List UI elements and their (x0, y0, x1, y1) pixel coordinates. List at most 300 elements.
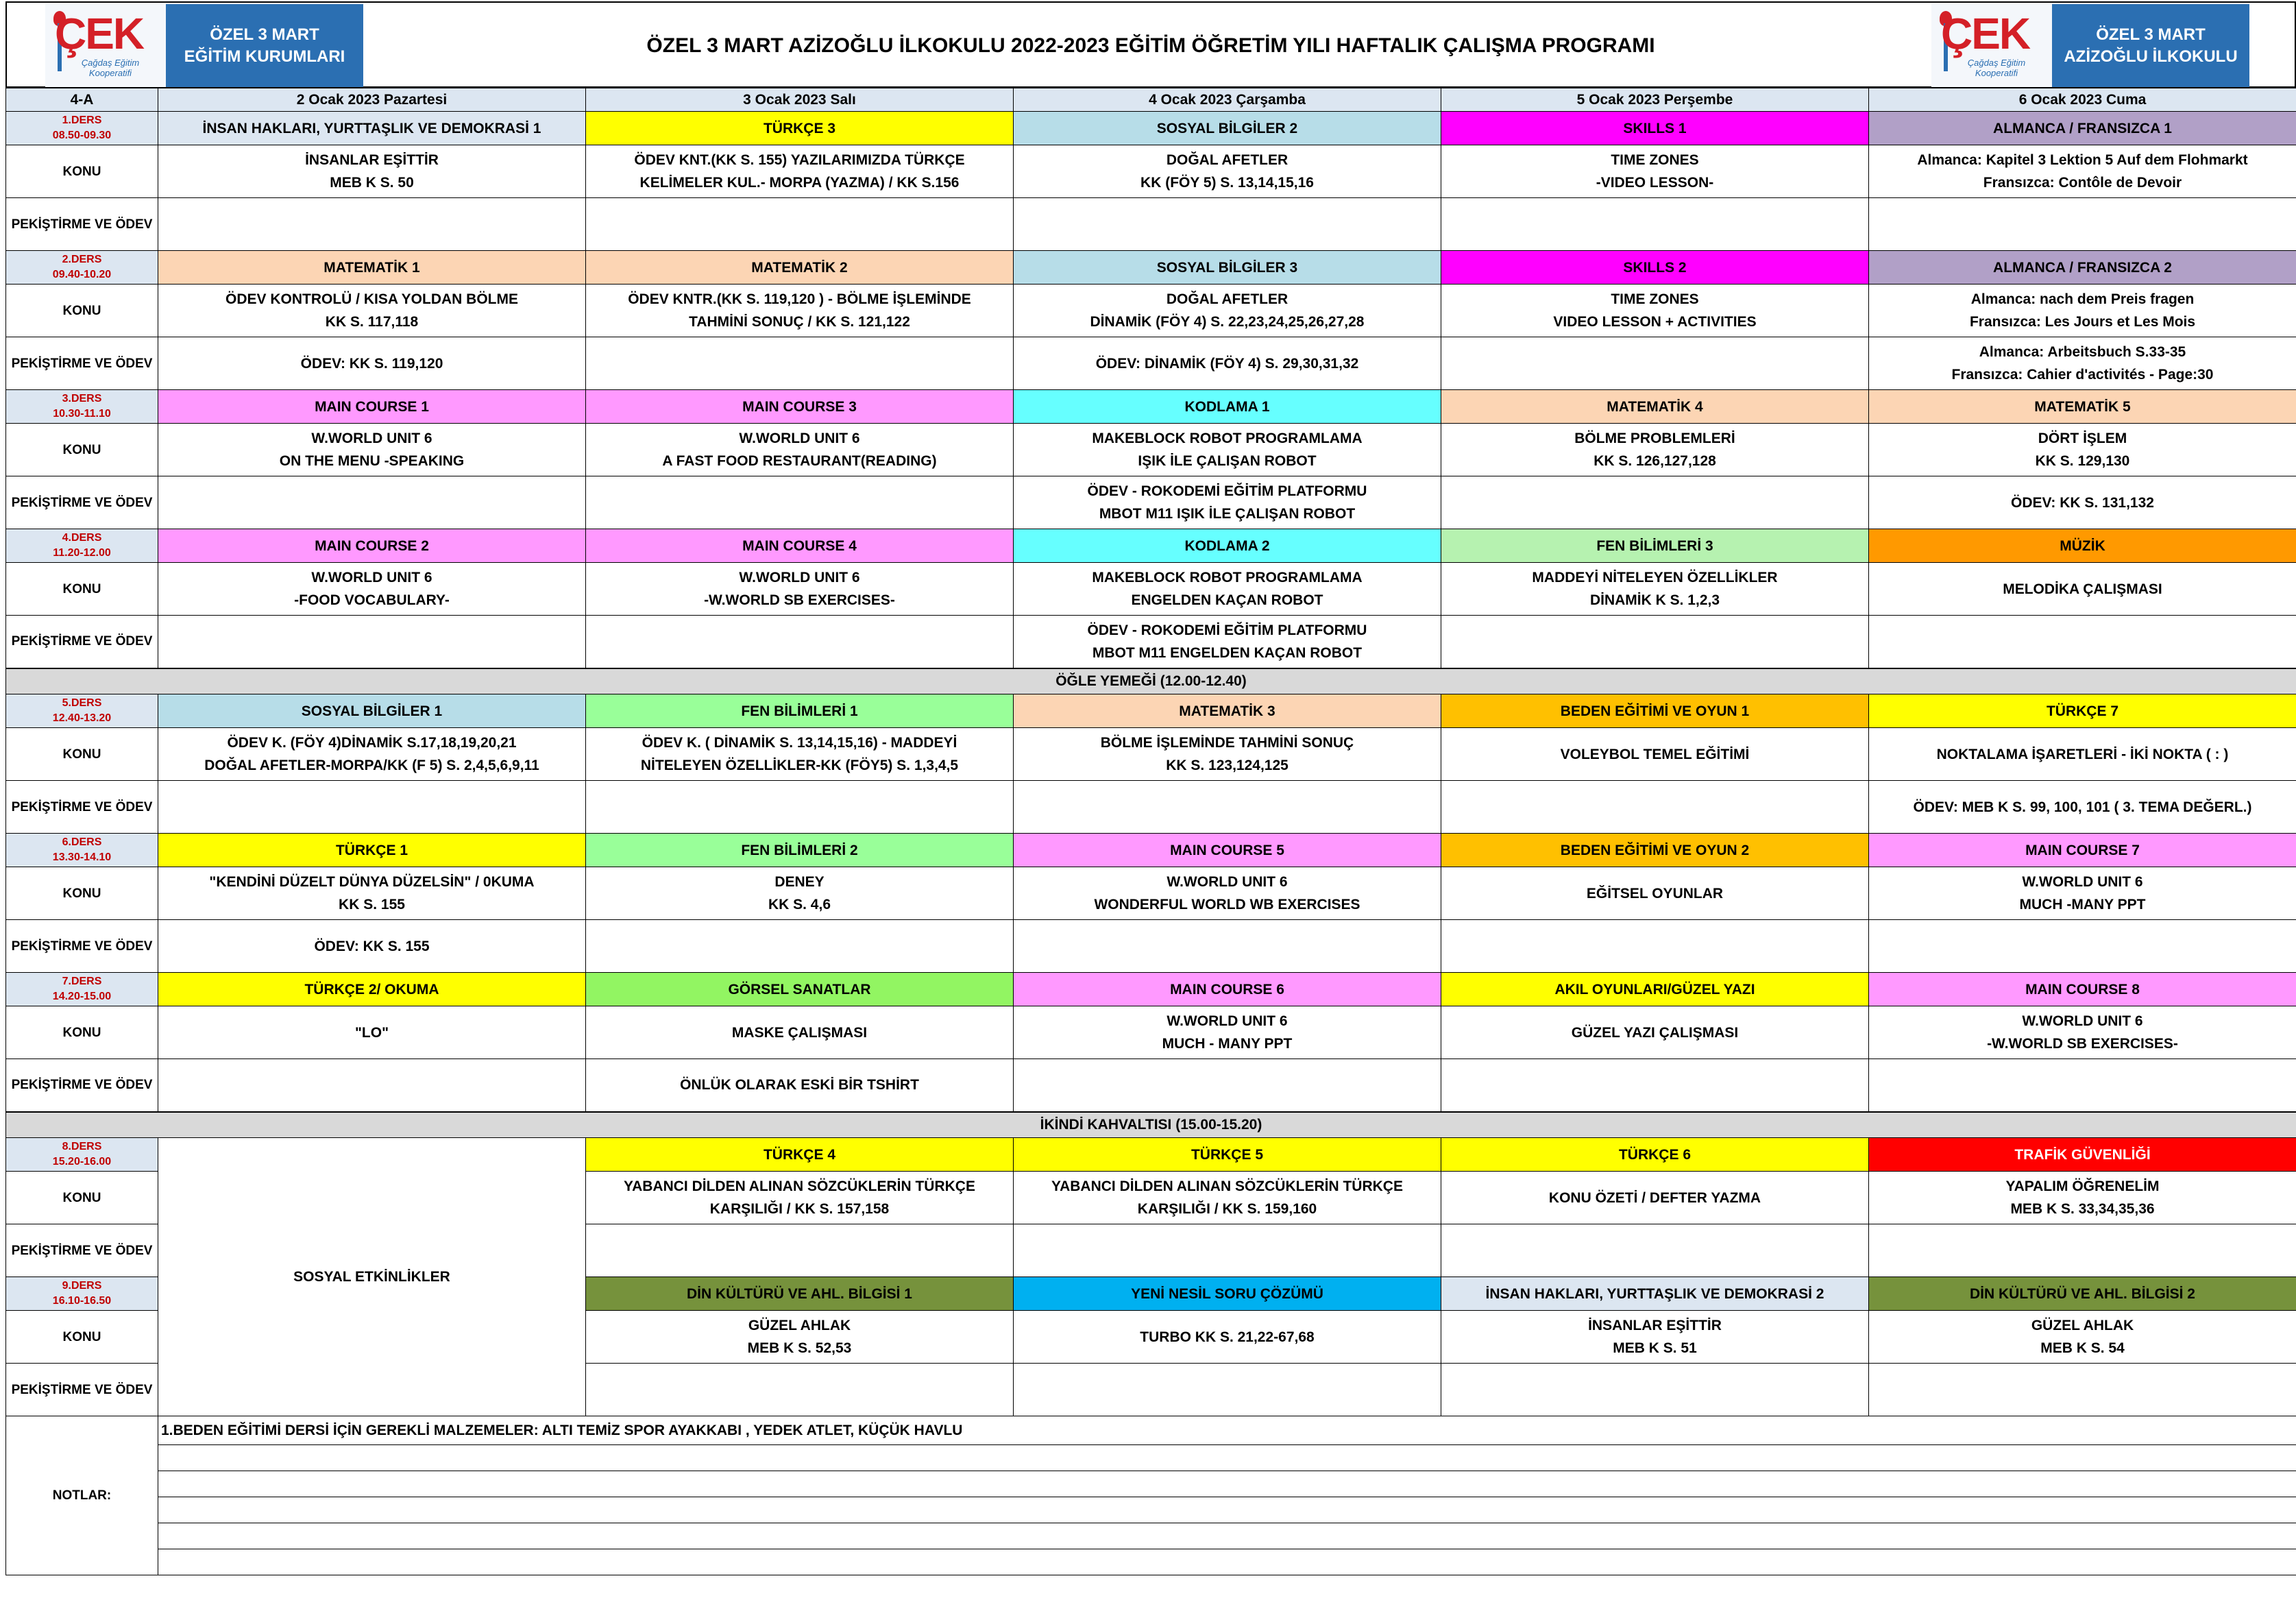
cell-line: A FAST FOOD RESTAURANT(READING) (662, 453, 937, 469)
cell-line: ÖDEV: DİNAMİK (FÖY 4) S. 29,30,31,32 (1095, 355, 1359, 372)
homework-cell (1014, 1059, 1441, 1112)
subject-cell: MAIN COURSE 7 (1869, 834, 2296, 867)
subject-cell: GÖRSEL SANATLAR (586, 973, 1014, 1006)
lesson-number (6, 1277, 158, 1311)
topic-cell (1014, 867, 1441, 920)
day-header: 3 Ocak 2023 Salı (586, 88, 1014, 112)
notes-row (6, 1416, 2296, 1445)
cell-line: Almanca: nach dem Preis fragen (1970, 291, 2195, 307)
logo-subtitle: Çağdaş Eğitim Kooperatifi (81, 58, 140, 78)
social-activities: SOSYAL ETKİNLİKLER (158, 1138, 586, 1416)
homework-row (6, 476, 2296, 529)
cell-line: GÜZEL AHLAK (2031, 1318, 2134, 1333)
cell-line: ÖDEV KNTR.(KK S. 119,120 ) - BÖLME İŞLEMİNDE (628, 291, 971, 307)
topic-cell (158, 563, 586, 616)
break-row (6, 1112, 2296, 1138)
homework-cell (586, 1364, 1014, 1416)
cell-line: W.WORLD UNIT 6 (2022, 1013, 2143, 1029)
cell-line: DOĞAL AFETLER-MORPA/KK (F 5) S. 2,4,5,6,9,11 (204, 758, 539, 773)
topic-cell (1014, 285, 1441, 337)
homework-cell (158, 337, 586, 390)
cell-line: MADDEYİ NİTELEYEN ÖZELLİKLER (1532, 570, 1778, 585)
cell-line: MEB K S. 50 (330, 175, 414, 191)
topic-cell (586, 145, 1014, 198)
cell-line: -W.WORLD SB EXERCISES- (704, 592, 895, 608)
lesson-no: 2.DERS (62, 254, 102, 265)
cell-line: ÖDEV K. ( DİNAMİK S. 13,14,15,16) - MADDEYİ (642, 735, 957, 751)
topic-cell (1014, 145, 1441, 198)
note-line (158, 1497, 2296, 1523)
cell-line: -FOOD VOCABULARY- (294, 592, 450, 608)
cell-line: VIDEO LESSON + ACTIVITIES (1553, 314, 1757, 330)
subject-cell: TÜRKÇE 1 (158, 834, 586, 867)
topic-cell (1014, 1172, 1441, 1224)
topic-cell (1441, 563, 1869, 616)
subject-cell: MAIN COURSE 5 (1014, 834, 1441, 867)
cell-line: MEB K S. 54 (2040, 1340, 2125, 1356)
homework-cell (1869, 198, 2296, 251)
subject-cell: KODLAMA 1 (1014, 390, 1441, 424)
homework-cell (1441, 616, 1869, 668)
homework-row (6, 781, 2296, 834)
cell-line: ÖDEV: KK S. 155 (314, 938, 430, 954)
cell-line: MUCH - MANY PPT (1162, 1036, 1293, 1052)
subject-cell: FEN BİLİMLERİ 3 (1441, 529, 1869, 563)
lesson-no: 1.DERS (62, 114, 102, 126)
cell-line: "LO" (354, 1024, 389, 1041)
cell-line: EĞİTSEL OYUNLAR (1586, 885, 1724, 902)
cell-line: KK S. 117,118 (325, 314, 419, 330)
cell-line: DOĞAL AFETLER (1166, 291, 1289, 307)
schedule-sheet (5, 1, 2296, 1609)
subject-cell: MAIN COURSE 6 (1014, 973, 1441, 1006)
cell-line: GÜZEL YAZI ÇALIŞMASI (1571, 1024, 1739, 1041)
cell-line: VOLEYBOL TEMEL EĞİTİMİ (1560, 746, 1750, 762)
subject-cell: TRAFİK GÜVENLİĞİ (1869, 1138, 2296, 1172)
topic-cell (1869, 563, 2296, 616)
cell-line: ÖNLÜK OLARAK ESKİ BİR TSHİRT (680, 1077, 919, 1093)
logo-mark-text: ÇEK (55, 9, 144, 58)
homework-label: PEKİŞTİRME VE ÖDEV (6, 1224, 158, 1277)
cell-line: NİTELEYEN ÖZELLİKLER-KK (FÖY5) S. 1,3,4,5 (640, 758, 959, 773)
cell-line: Fransızca: Cahier d'activités - Page:30 (1951, 367, 2214, 383)
subject-cell: AKIL OYUNLARI/GÜZEL YAZI (1441, 973, 1869, 1006)
cell-line: Almanca: Kapitel 3 Lektion 5 Auf dem Flohmarkt (1917, 152, 2248, 168)
homework-label: PEKİŞTİRME VE ÖDEV (6, 198, 158, 251)
subject-cell: MAIN COURSE 3 (586, 390, 1014, 424)
subject-row (6, 112, 2296, 145)
notes-row (6, 1471, 2296, 1497)
subject-row (6, 529, 2296, 563)
homework-label: PEKİŞTİRME VE ÖDEV (6, 1059, 158, 1112)
topic-cell (1441, 1311, 1869, 1364)
subject-cell: TÜRKÇE 7 (1869, 694, 2296, 728)
subject-row (6, 251, 2296, 285)
note-line (158, 1523, 2296, 1549)
cell-line: TIME ZONES (1611, 291, 1699, 307)
break-label: İKİNDİ KAHVALTISI (15.00-15.20) (6, 1112, 2296, 1138)
logo-line-1: ÖZEL 3 MART (210, 25, 319, 44)
cell-line: NOKTALAMA İŞARETLERİ - İKİ NOKTA ( : ) (1936, 746, 2229, 762)
cell-line: KK S. 129,130 (2035, 453, 2130, 469)
subject-cell: MAIN COURSE 4 (586, 529, 1014, 563)
topic-cell (1869, 424, 2296, 476)
homework-cell (586, 781, 1014, 834)
cell-line: MEB K S. 52,53 (747, 1340, 852, 1356)
cell-line: DOĞAL AFETLER (1166, 152, 1289, 168)
subject-row (6, 834, 2296, 867)
lesson-number (6, 390, 158, 424)
day-header: 5 Ocak 2023 Perşembe (1441, 88, 1869, 112)
break-row (6, 668, 2296, 694)
cell-line: -W.WORLD SB EXERCISES- (1987, 1036, 2178, 1052)
homework-cell (1869, 920, 2296, 973)
subject-cell: MAIN COURSE 1 (158, 390, 586, 424)
homework-cell (1441, 198, 1869, 251)
topic-cell (1014, 728, 1441, 781)
cell-line: KK S. 126,127,128 (1593, 453, 1716, 469)
topic-cell (586, 867, 1014, 920)
topic-row (6, 285, 2296, 337)
lesson-number (6, 694, 158, 728)
subject-cell: SOSYAL BİLGİLER 2 (1014, 112, 1441, 145)
cell-line: DİNAMİK K S. 1,2,3 (1589, 592, 1720, 608)
subject-cell: MATEMATİK 4 (1441, 390, 1869, 424)
homework-cell (1441, 1364, 1869, 1416)
subject-row (6, 1138, 2296, 1172)
subject-cell: YENİ NESİL SORU ÇÖZÜMÜ (1014, 1277, 1441, 1311)
topic-label: KONU (6, 728, 158, 781)
day-header: 4 Ocak 2023 Çarşamba (1014, 88, 1441, 112)
topic-row (6, 1006, 2296, 1059)
topic-cell (586, 1172, 1014, 1224)
notes-row (6, 1549, 2296, 1575)
cell-line: MAKEBLOCK ROBOT PROGRAMLAMA (1092, 570, 1363, 585)
topic-cell (1869, 1311, 2296, 1364)
subject-row (6, 390, 2296, 424)
homework-label: PEKİŞTİRME VE ÖDEV (6, 781, 158, 834)
topic-cell (586, 728, 1014, 781)
topic-cell (586, 424, 1014, 476)
homework-label: PEKİŞTİRME VE ÖDEV (6, 616, 158, 668)
topic-cell (1441, 285, 1869, 337)
cell-line: MEB K S. 51 (1613, 1340, 1697, 1356)
cell-line: Fransızca: Contôle de Devoir (1983, 175, 2182, 191)
subject-cell: MATEMATİK 1 (158, 251, 586, 285)
homework-cell (1869, 1364, 2296, 1416)
cell-line: TIME ZONES (1611, 152, 1699, 168)
cell-line: W.WORLD UNIT 6 (2022, 874, 2143, 890)
cell-line: MASKE ÇALIŞMASI (731, 1024, 868, 1041)
topic-cell (1441, 145, 1869, 198)
lesson-no: 3.DERS (62, 393, 102, 404)
cell-line: MUCH -MANY PPT (2019, 897, 2146, 912)
topic-row (6, 424, 2296, 476)
subject-cell: İNSAN HAKLARI, YURTTAŞLIK VE DEMOKRASİ 2 (1441, 1277, 1869, 1311)
homework-row (6, 1059, 2296, 1112)
topic-label: KONU (6, 867, 158, 920)
homework-cell (586, 1224, 1014, 1277)
notes-row (6, 1523, 2296, 1549)
homework-label: PEKİŞTİRME VE ÖDEV (6, 476, 158, 529)
homework-cell (586, 616, 1014, 668)
homework-row (6, 198, 2296, 251)
cell-line: ENGELDEN KAÇAN ROBOT (1131, 592, 1323, 608)
cell-line: MAKEBLOCK ROBOT PROGRAMLAMA (1092, 431, 1363, 446)
subject-row (6, 973, 2296, 1006)
cell-line: YABANCI DİLDEN ALINAN SÖZCÜKLERİN TÜRKÇE (624, 1178, 975, 1194)
topic-cell (1441, 867, 1869, 920)
cell-line: -VIDEO LESSON- (1596, 175, 1714, 191)
cek-logo-mark (1931, 4, 2052, 87)
logo-line-2: EĞİTİM KURUMLARI (184, 47, 345, 66)
cell-line: ÖDEV KONTROLÜ / KISA YOLDAN BÖLME (225, 291, 518, 307)
topic-cell (1014, 424, 1441, 476)
homework-cell (158, 1059, 586, 1112)
homework-cell (586, 920, 1014, 973)
topic-label: KONU (6, 1006, 158, 1059)
topic-cell (1441, 1006, 1869, 1059)
homework-cell (1441, 1224, 1869, 1277)
lesson-time: 11.20-12.00 (53, 547, 111, 559)
cell-line: Fransızca: Les Jours et Les Mois (1969, 314, 2196, 330)
page-header (5, 1, 2296, 88)
lesson-no: 4.DERS (62, 532, 102, 544)
homework-cell (158, 616, 586, 668)
homework-row (6, 337, 2296, 390)
cell-line: ÖDEV: KK S. 131,132 (2011, 494, 2154, 511)
topic-cell (1869, 1006, 2296, 1059)
page-title: ÖZEL 3 MART AZİZOĞLU İLKOKULU 2022-2023 EĞİTİM ÖĞRETİM YILI HAFTALIK ÇALIŞMA PROGRAMI (646, 34, 1655, 57)
cell-line: ÖDEV K. (FÖY 4)DİNAMİK S.17,18,19,20,21 (227, 735, 517, 751)
topic-cell (1869, 728, 2296, 781)
lesson-number (6, 112, 158, 145)
subject-cell: ALMANCA / FRANSIZCA 1 (1869, 112, 2296, 145)
cell-line: ÖDEV: KK S. 119,120 (300, 355, 443, 372)
homework-cell (1441, 1059, 1869, 1112)
topic-cell (158, 728, 586, 781)
cell-line: ON THE MENU -SPEAKING (279, 453, 465, 469)
topic-label: KONU (6, 563, 158, 616)
homework-cell (1014, 337, 1441, 390)
topic-cell (1441, 424, 1869, 476)
subject-cell: KODLAMA 2 (1014, 529, 1441, 563)
note-line (158, 1549, 2296, 1575)
lesson-no: 6.DERS (62, 836, 102, 848)
homework-cell (586, 476, 1014, 529)
subject-cell: FEN BİLİMLERİ 1 (586, 694, 1014, 728)
homework-label: PEKİŞTİRME VE ÖDEV (6, 1364, 158, 1416)
homework-cell (1869, 781, 2296, 834)
cell-line: KONU ÖZETİ / DEFTER YAZMA (1548, 1189, 1761, 1206)
subject-cell: SOSYAL BİLGİLER 3 (1014, 251, 1441, 285)
topic-label: KONU (6, 1172, 158, 1224)
subject-cell: BEDEN EĞİTİMİ VE OYUN 2 (1441, 834, 1869, 867)
topic-cell (586, 285, 1014, 337)
notes-label: NOTLAR: (6, 1416, 158, 1575)
note-line (158, 1445, 2296, 1471)
cell-line: Almanca: Arbeitsbuch S.33-35 (1979, 344, 2186, 360)
lesson-number (6, 1138, 158, 1172)
topic-cell (1441, 728, 1869, 781)
subject-cell: İNSAN HAKLARI, YURTTAŞLIK VE DEMOKRASİ 1 (158, 112, 586, 145)
topic-row (6, 563, 2296, 616)
logo-right (1931, 4, 2249, 87)
lesson-time: 10.30-11.10 (53, 408, 111, 420)
cell-line: KK (FÖY 5) S. 13,14,15,16 (1140, 175, 1314, 191)
cell-line: ÖDEV KNT.(KK S. 155) YAZILARIMIZDA TÜRKÇE (634, 152, 965, 168)
lesson-number (6, 529, 158, 563)
homework-cell (1869, 616, 2296, 668)
topic-row (6, 145, 2296, 198)
subject-cell: MAIN COURSE 8 (1869, 973, 2296, 1006)
lesson-number (6, 834, 158, 867)
topic-label: KONU (6, 424, 158, 476)
lesson-time: 08.50-09.30 (52, 130, 112, 141)
logo-left (45, 4, 363, 87)
subject-cell: TÜRKÇE 3 (586, 112, 1014, 145)
day-header: 6 Ocak 2023 Cuma (1869, 88, 2296, 112)
homework-cell (1441, 476, 1869, 529)
cell-line: MEB K S. 33,34,35,36 (2010, 1201, 2155, 1217)
subject-cell: ALMANCA / FRANSIZCA 2 (1869, 251, 2296, 285)
homework-cell (158, 781, 586, 834)
subject-cell: SOSYAL BİLGİLER 1 (158, 694, 586, 728)
topic-label: KONU (6, 1311, 158, 1364)
cell-line: ÖDEV - ROKODEMİ EĞİTİM PLATFORMU (1087, 622, 1367, 638)
cell-line: W.WORLD UNIT 6 (1167, 874, 1288, 890)
topic-cell (1869, 1172, 2296, 1224)
subject-cell: FEN BİLİMLERİ 2 (586, 834, 1014, 867)
homework-row (6, 920, 2296, 973)
logo-mark-text: ÇEK (1941, 9, 2030, 58)
topic-label: KONU (6, 145, 158, 198)
cell-line: KK S. 123,124,125 (1166, 758, 1289, 773)
subject-cell: TÜRKÇE 5 (1014, 1138, 1441, 1172)
cell-line: ÖDEV: MEB K S. 99, 100, 101 ( 3. TEMA DEĞERL.) (1913, 799, 2252, 815)
homework-cell (1869, 337, 2296, 390)
lesson-no: 7.DERS (62, 976, 102, 987)
logo-line-2: AZİZOĞLU İLKOKULU (2064, 47, 2238, 66)
break-label: ÖĞLE YEMEĞİ (12.00-12.40) (6, 668, 2296, 694)
cell-line: MELODİKA ÇALIŞMASI (2003, 581, 2162, 597)
logo-subtitle: Çağdaş Eğitim Kooperatifi (1967, 58, 2026, 78)
topic-cell (1014, 563, 1441, 616)
day-header-row (6, 88, 2296, 112)
homework-cell (1014, 616, 1441, 668)
homework-cell (1014, 1364, 1441, 1416)
notes-row (6, 1445, 2296, 1471)
homework-cell (158, 198, 586, 251)
lesson-number (6, 251, 158, 285)
homework-cell (1441, 920, 1869, 973)
cell-line: GÜZEL AHLAK (748, 1318, 851, 1333)
cell-line: IŞIK İLE ÇALIŞAN ROBOT (1138, 453, 1317, 469)
topic-label: KONU (6, 285, 158, 337)
homework-cell (586, 198, 1014, 251)
homework-cell (1441, 337, 1869, 390)
cell-line: DÖRT İŞLEM (2038, 431, 2127, 446)
subject-cell: MAIN COURSE 2 (158, 529, 586, 563)
homework-cell (1869, 1059, 2296, 1112)
topic-cell (1869, 285, 2296, 337)
topic-row (6, 728, 2296, 781)
cell-line: KARŞILIĞI / KK S. 157,158 (709, 1201, 890, 1217)
day-header: 2 Ocak 2023 Pazartesi (158, 88, 586, 112)
cek-logo-mark (45, 4, 166, 87)
topic-cell (1441, 1172, 1869, 1224)
subject-row (6, 694, 2296, 728)
homework-cell (1014, 781, 1441, 834)
cell-line: MBOT M11 ENGELDEN KAÇAN ROBOT (1092, 644, 1363, 661)
lesson-time: 12.40-13.20 (52, 712, 112, 724)
lesson-time: 15.20-16.00 (52, 1156, 112, 1168)
topic-cell (158, 1006, 586, 1059)
class-name: 4-A (6, 88, 158, 112)
homework-cell (158, 920, 586, 973)
subject-cell: SKILLS 2 (1441, 251, 1869, 285)
subject-cell: TÜRKÇE 2/ OKUMA (158, 973, 586, 1006)
homework-cell (1014, 1224, 1441, 1277)
subject-cell: TÜRKÇE 4 (586, 1138, 1014, 1172)
topic-cell (586, 563, 1014, 616)
topic-cell (158, 424, 586, 476)
topic-cell (586, 1311, 1014, 1364)
subject-cell: MATEMATİK 2 (586, 251, 1014, 285)
cell-line: ÖDEV - ROKODEMİ EĞİTİM PLATFORMU (1087, 483, 1367, 499)
cell-line: İNSANLAR EŞİTTİR (1588, 1318, 1722, 1333)
cell-line: DİNAMİK (FÖY 4) S. 22,23,24,25,26,27,28 (1090, 314, 1365, 330)
note-line: 1.BEDEN EĞİTİMİ DERSİ İÇİN GEREKLİ MALZEMELER: ALTI TEMİZ SPOR AYAKKABI , YEDEK ATLET, KÜÇÜK HAVLU (158, 1416, 2296, 1445)
subject-cell: BEDEN EĞİTİMİ VE OYUN 1 (1441, 694, 1869, 728)
homework-cell (1014, 476, 1441, 529)
homework-row (6, 616, 2296, 668)
subject-cell: DİN KÜLTÜRÜ VE AHL. BİLGİSİ 1 (586, 1277, 1014, 1311)
subject-cell: DİN KÜLTÜRÜ VE AHL. BİLGİSİ 2 (1869, 1277, 2296, 1311)
homework-label: PEKİŞTİRME VE ÖDEV (6, 337, 158, 390)
cell-line: KARŞILIĞI / KK S. 159,160 (1137, 1201, 1317, 1217)
homework-cell (586, 337, 1014, 390)
homework-cell (1441, 781, 1869, 834)
cell-line: İNSANLAR EŞİTTİR (305, 152, 439, 168)
topic-cell (158, 285, 586, 337)
cell-line: KK S. 4,6 (768, 897, 831, 912)
homework-cell (586, 1059, 1014, 1112)
homework-label: PEKİŞTİRME VE ÖDEV (6, 920, 158, 973)
cell-line: "KENDİNİ DÜZELT DÜNYA DÜZELSİN" / 0KUMA (209, 874, 535, 890)
cell-line: YAPALIM ÖĞRENELİM (2005, 1178, 2160, 1194)
lesson-no: 8.DERS (62, 1141, 102, 1152)
homework-cell (1014, 920, 1441, 973)
cell-line: TAHMİNİ SONUÇ / KK S. 121,122 (689, 314, 910, 330)
homework-cell (1014, 198, 1441, 251)
homework-cell (1869, 1224, 2296, 1277)
cell-line: WONDERFUL WORLD WB EXERCISES (1094, 897, 1360, 912)
cell-line: DENEY (774, 874, 825, 890)
topic-cell (158, 145, 586, 198)
lesson-time: 13.30-14.10 (52, 851, 112, 863)
cell-line: W.WORLD UNIT 6 (311, 570, 432, 585)
lesson-time: 16.10-16.50 (52, 1295, 112, 1307)
lesson-time: 09.40-10.20 (52, 269, 112, 280)
subject-cell: TÜRKÇE 6 (1441, 1138, 1869, 1172)
cell-line: YABANCI DİLDEN ALINAN SÖZCÜKLERİN TÜRKÇE (1051, 1178, 1403, 1194)
cell-line: KELİMELER KUL.- MORPA (YAZMA) / KK S.156 (639, 175, 960, 191)
lesson-time: 14.20-15.00 (52, 991, 112, 1002)
topic-row (6, 867, 2296, 920)
cell-line: MBOT M11 IŞIK İLE ÇALIŞAN ROBOT (1099, 506, 1356, 522)
cell-line: W.WORLD UNIT 6 (311, 431, 432, 446)
